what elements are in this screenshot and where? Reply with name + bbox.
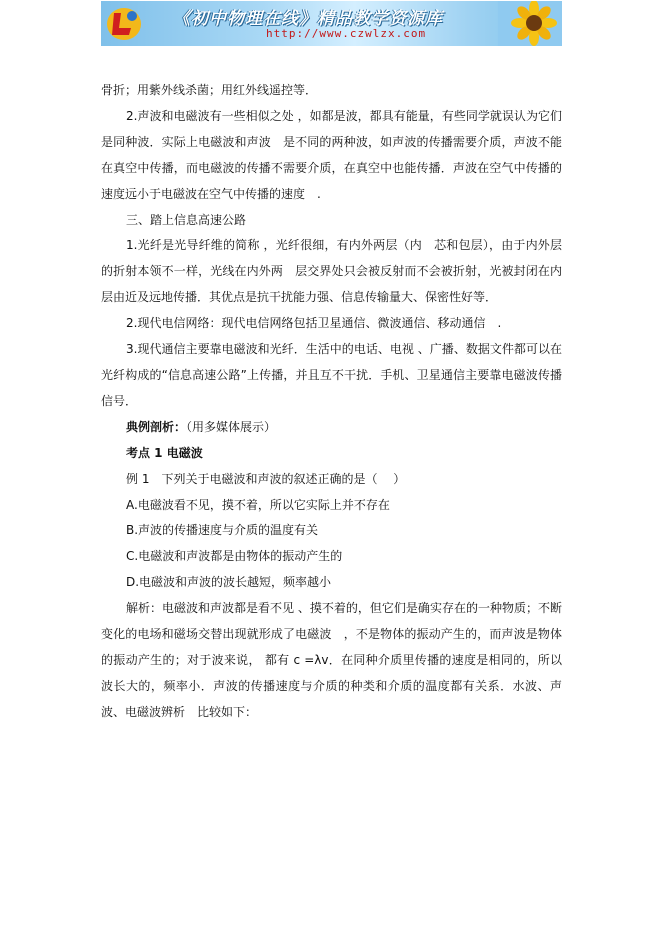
section-heading-info-highway: 三、踏上信息高速公路 [126,212,247,227]
paragraph-fracture-uv: 骨折；用紫外线杀菌；用红外线遥控等． [101,83,318,97]
analysis-paragraph: 解析：电磁波和声波都是看不见 、摸不着的，但它们是确实存在的一种物质；不断变化的电场和磁场交替出现就形成了电磁波 ，不是物体的振动产生的，而声波是物体的振动产生的；对于波来说， 都有 c =λv．在同种介质里传播的速度是相同的，所以波长大的，频率小．声波的传播速度与介质的种类和介质的温度都有关系．水波、声波、电磁波辨析 比较如下： [101,601,562,719]
banner-title: 《初中物理在线》精品教学资源库 [173,9,443,29]
option-a: A.电磁波看不见，摸不着，所以它实际上并不存在 [126,497,390,512]
option-b: B.声波的传播速度与介质的温度有关 [126,523,319,538]
document-body [101,78,562,726]
example-heading-note: （用多媒体展示） [186,419,277,434]
paragraph-optical-fiber: 1.光纤是光导纤维的简称 ，光纤很细，有内外两层（内 芯和包层），由于内外层的折射本领不一样，光线在内外两 层交界处只会被反射而不会被折射，光被封闭在内层由近及远地传播．其优点是抗干扰能力强、信息传输量大、保密性好等． [101,238,562,305]
czwlzx-logo-icon [105,4,143,42]
sunflower-icon [498,1,562,46]
header-banner [101,1,562,46]
option-d: D.电磁波和声波的波长越短，频率越小 [126,575,332,590]
banner-url: http://www.czwlzx.com [266,27,427,40]
paragraph-modern-communication: 3.现代通信主要靠电磁波和光纤．生活中的电话、电视 、广播、数据文件都可以在光纤构成的“信息高速公路”上传播，并且互不干扰．手机、卫星通信主要靠电磁波传播信号． [101,342,562,408]
paragraph-telecom-network: 2.现代电信网络：现代电信网络包括卫星通信、微波通信、移动通信 . [126,316,502,331]
topic-heading: 考点 1 电磁波 [126,445,203,460]
option-c: C.电磁波和声波都是由物体的振动产生的 [126,549,343,564]
paragraph-sound-vs-em: 2.声波和电磁波有一些相似之处 ，如都是波，都具有能量，有些同学就误认为它们是同种波．实际上电磁波和声波 是不同的两种波，如声波的传播需要介质，声波不能在真空中传播，而电磁波的传播不需要介质，在真空中也能传播．声波在空气中传播的速度远小于电磁波在空气中传播的速度 . [101,108,562,201]
question-stem: 例 1 下列关于电磁波和声波的叙述正确的是（ ） [126,471,406,486]
example-heading-line [101,415,562,441]
example-heading: 典例剖析： [126,419,187,434]
